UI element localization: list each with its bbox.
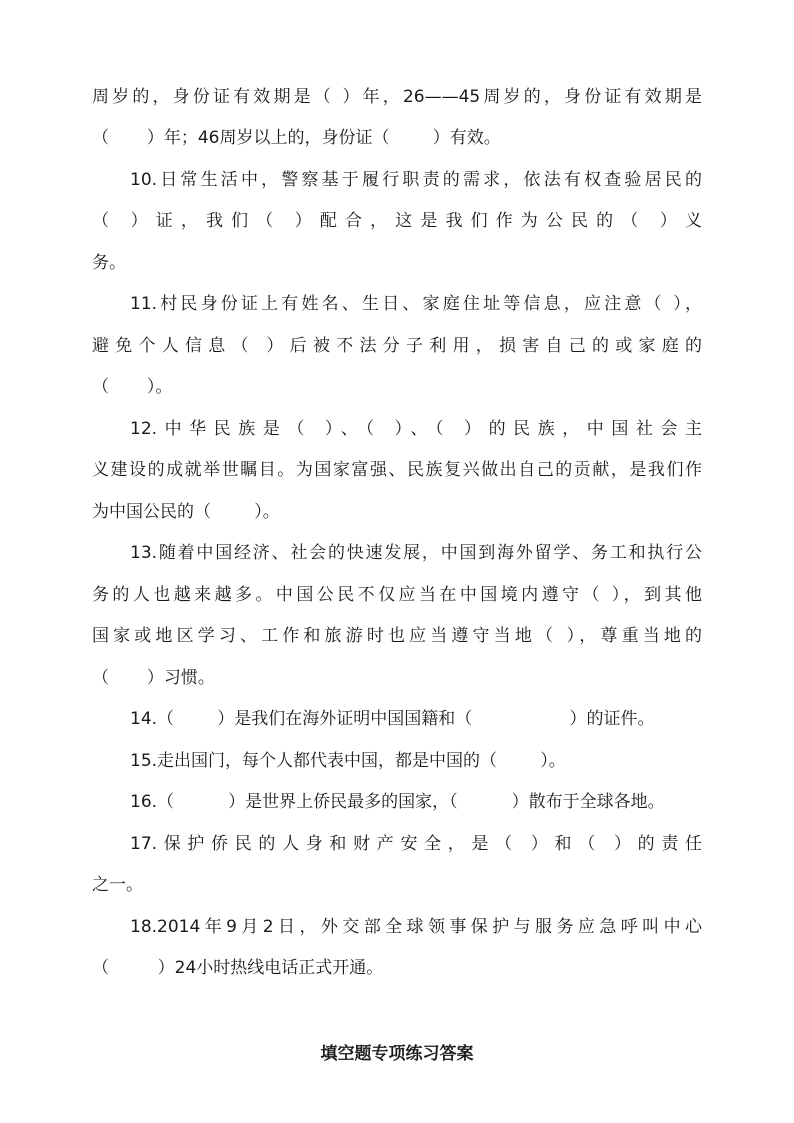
text-line: 之一。 xyxy=(92,875,143,895)
text-line: 11.村民身份证上有姓名、生日、家庭住址等信息，应注意（ ）， xyxy=(130,294,702,314)
section-heading: 填空题专项练习答案 xyxy=(320,1044,474,1064)
text-line: 13.随着中国经济、社会的快速发展，中国到海外留学、务工和执行公 xyxy=(130,543,702,563)
text-line: 务。 xyxy=(92,253,126,273)
text-line: 16.（ ）是世界上侨民最多的国家，（ ）散布于全球各地。 xyxy=(130,792,665,812)
text-line: 12.中华民族是（ ）、（ ）、（ ）的民族，中国社会主 xyxy=(130,419,702,439)
text-line: 周岁的，身份证有效期是（ ）年，26——45周岁的，身份证有效期是 xyxy=(92,87,702,107)
text-line: 14.（ ）是我们在海外证明中国国籍和（ ）的证件。 xyxy=(130,709,655,729)
text-line: （ ）习惯。 xyxy=(92,668,215,688)
text-line: 15.走出国门，每个人都代表中国，都是中国的（ ）。 xyxy=(130,751,566,771)
text-line: （ ）证，我们（ ）配合，这是我们作为公民的（ ）义 xyxy=(92,211,702,231)
text-line: 为中国公民的（ ）。 xyxy=(92,502,280,522)
text-line: （ ）。 xyxy=(92,377,173,397)
text-line: 10.日常生活中，警察基于履行职责的需求，依法有权查验居民的 xyxy=(130,170,702,190)
text-line: 国家或地区学习、工作和旅游时也应当遵守当地（ ），尊重当地的 xyxy=(92,626,702,646)
text-line: （ ）24小时热线电话正式开通。 xyxy=(92,958,384,978)
text-line: 17.保护侨民的人身和财产安全，是（ ）和（ ）的责任 xyxy=(130,834,702,854)
text-line: 义建设的成就举世瞩目。为国家富强、民族复兴做出自己的贡献，是我们作 xyxy=(92,460,702,480)
text-line: 18.2014年9月2日，外交部全球领事保护与服务应急呼叫中心 xyxy=(130,917,702,937)
text-line: （ ）年；46周岁以上的，身份证（ ）有效。 xyxy=(92,128,501,148)
text-line: 务的人也越来越多。中国公民不仅应当在中国境内遵守（ ），到其他 xyxy=(92,585,702,605)
text-line: 避免个人信息（ ）后被不法分子利用，损害自己的或家庭的 xyxy=(92,336,702,356)
